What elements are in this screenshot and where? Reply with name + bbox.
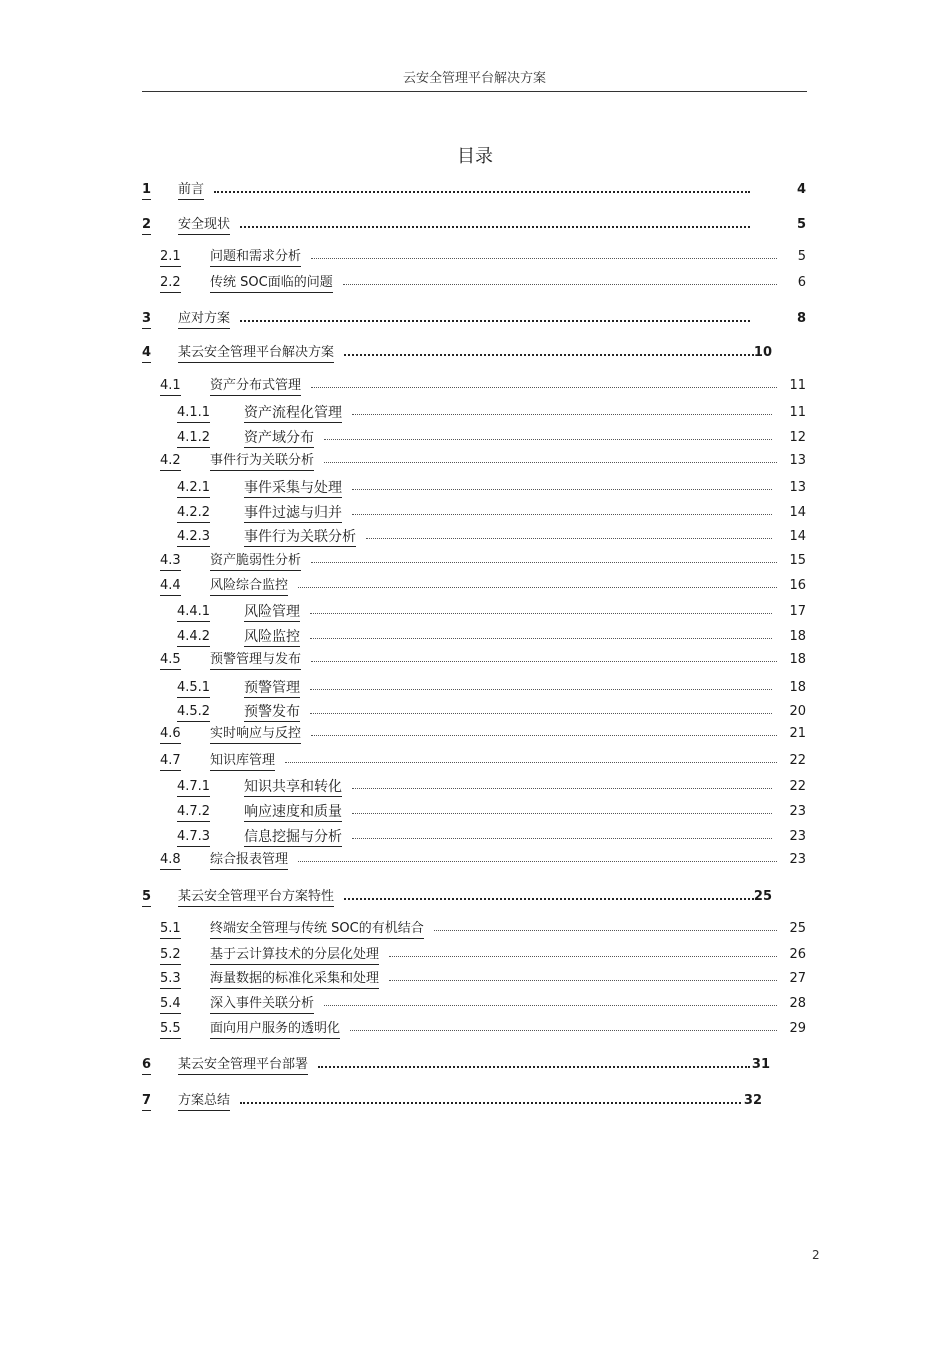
toc-entry-label: 终端安全管理与传统 SOC的有机结合: [210, 921, 424, 939]
toc-entry-number: 4.2.1: [177, 480, 210, 498]
toc-entry-label: 响应速度和质量: [244, 804, 342, 820]
toc-entry[interactable]: [0, 947, 950, 965]
toc-entry[interactable]: [0, 652, 950, 670]
toc-entry[interactable]: [0, 753, 950, 771]
toc-entry-label: 事件过滤与归并: [244, 505, 342, 521]
header-divider: [142, 91, 807, 92]
toc-entry-label: 传统 SOC面临的问题: [210, 275, 333, 293]
toc-entry-label: 资产分布式管理: [210, 378, 301, 396]
toc-leader-dots: [324, 439, 772, 440]
toc-leader-dots: [240, 1102, 741, 1104]
toc-entry-label: 事件行为关联分析: [210, 453, 314, 471]
toc-entry-label: 事件行为关联分析: [244, 529, 356, 545]
toc-entry[interactable]: [0, 852, 950, 870]
toc-entry-label: 安全现状: [178, 217, 230, 235]
toc-entry-page: 5: [796, 217, 806, 232]
toc-leader-dots: [389, 956, 777, 957]
toc-entry-number: 4.4: [160, 578, 181, 596]
toc-title: 目录: [457, 146, 493, 167]
toc-entry-page: 17: [789, 604, 806, 619]
toc-entry-number: 4.5: [160, 652, 181, 670]
toc-entry-number: 6: [142, 1057, 151, 1075]
toc-entry[interactable]: [0, 505, 950, 523]
toc-entry-page: 14: [789, 529, 806, 544]
toc-entry[interactable]: [0, 182, 950, 200]
toc-entry-label: 资产脆弱性分析: [210, 553, 301, 571]
toc-entry-number: 2: [142, 217, 151, 235]
running-header: 云安全管理平台解决方案: [402, 71, 546, 86]
toc-entry[interactable]: [0, 378, 950, 396]
toc-entry-number: 4.3: [160, 553, 181, 571]
toc-leader-dots: [352, 813, 772, 814]
toc-entry-label: 深入事件关联分析: [210, 996, 314, 1014]
toc-leader-dots: [344, 898, 754, 900]
toc-entry-number: 4.4.1: [177, 604, 210, 622]
toc-leader-dots: [434, 930, 777, 931]
toc-entry-number: 4.5.1: [177, 680, 210, 698]
toc-entry-page: 23: [789, 804, 806, 819]
toc-leader-dots: [298, 587, 777, 588]
toc-leader-dots: [366, 538, 772, 539]
toc-leader-dots: [311, 735, 777, 736]
toc-entry[interactable]: [0, 996, 950, 1014]
toc-entry[interactable]: [0, 1021, 950, 1039]
toc-entry-page: 13: [789, 480, 806, 495]
toc-entry-number: 4.6: [160, 726, 181, 744]
toc-leader-dots: [344, 354, 754, 356]
toc-entry-page: 27: [789, 971, 806, 986]
toc-entry-page: 23: [789, 829, 806, 844]
toc-entry-number: 5.3: [160, 971, 181, 989]
toc-leader-dots: [318, 1066, 750, 1068]
toc-entry-page: 11: [789, 378, 806, 393]
toc-entry-number: 4.7.2: [177, 804, 210, 822]
toc-entry-page: 21: [789, 726, 806, 741]
toc-entry-number: 5: [142, 889, 151, 907]
toc-entry-page: 23: [789, 852, 806, 867]
toc-entry-page: 29: [789, 1021, 806, 1036]
toc-leader-dots: [310, 638, 772, 639]
toc-leader-dots: [310, 713, 772, 714]
toc-entry-page: 11: [789, 405, 806, 420]
toc-entry-label: 某云安全管理平台方案特性: [178, 889, 334, 907]
toc-entry-page: 13: [789, 453, 806, 468]
toc-leader-dots: [350, 1030, 777, 1031]
toc-entry-label: 信息挖掘与分析: [244, 829, 342, 845]
toc-leader-dots: [311, 258, 777, 259]
toc-leader-dots: [311, 387, 777, 388]
toc-entry[interactable]: [0, 480, 950, 498]
toc-entry-page: 15: [789, 553, 806, 568]
toc-entry-number: 4.2.2: [177, 505, 210, 523]
toc-entry-number: 4.2: [160, 453, 181, 471]
toc-entry-page: 18: [789, 652, 806, 667]
toc-leader-dots: [324, 462, 777, 463]
toc-entry-number: 4.7.3: [177, 829, 210, 847]
toc-entry-number: 2.1: [160, 249, 181, 267]
toc-entry-number: 5.1: [160, 921, 181, 939]
toc-entry-number: 4.1: [160, 378, 181, 396]
toc-entry-label: 综合报表管理: [210, 852, 288, 870]
toc-entry-number: 5.4: [160, 996, 181, 1014]
toc-entry[interactable]: [0, 453, 950, 471]
toc-entry[interactable]: [0, 726, 950, 744]
toc-entry-number: 4.1.1: [177, 405, 210, 423]
toc-entry-label: 前言: [178, 182, 204, 200]
toc-leader-dots: [240, 320, 750, 322]
toc-leader-dots: [310, 613, 772, 614]
toc-entry-page: 31: [751, 1057, 770, 1072]
toc-entry-label: 资产流程化管理: [244, 405, 342, 421]
toc-entry-label: 事件采集与处理: [244, 480, 342, 496]
toc-entry[interactable]: [0, 779, 950, 797]
toc-entry-label: 某云安全管理平台部署: [178, 1057, 308, 1075]
toc-entry-label: 知识共享和转化: [244, 779, 342, 795]
toc-entry-page: 16: [789, 578, 806, 593]
toc-entry[interactable]: [0, 553, 950, 571]
toc-entry[interactable]: [0, 1093, 950, 1111]
toc-entry-page: 12: [789, 430, 806, 445]
toc-leader-dots: [240, 226, 750, 228]
toc-entry[interactable]: [0, 971, 950, 989]
toc-entry-number: 4.7: [160, 753, 181, 771]
toc-entry-number: 7: [142, 1093, 151, 1111]
toc-entry-number: 4.1.2: [177, 430, 210, 448]
toc-entry-page: 18: [789, 629, 806, 644]
toc-entry-number: 3: [142, 311, 151, 329]
page-number: 2: [812, 1248, 820, 1262]
toc-entry-page: 22: [789, 753, 806, 768]
toc-entry[interactable]: [0, 249, 950, 267]
toc-entry-number: 4: [142, 345, 151, 363]
toc-entry-number: 1: [142, 182, 151, 200]
toc-entry-label: 知识库管理: [210, 753, 275, 771]
toc-entry-number: 4.5.2: [177, 704, 210, 722]
toc-leader-dots: [285, 762, 777, 763]
toc-entry-label: 某云安全管理平台解决方案: [178, 345, 334, 363]
toc-entry[interactable]: [0, 430, 950, 448]
toc-leader-dots: [389, 980, 777, 981]
toc-leader-dots: [298, 861, 777, 862]
toc-entry[interactable]: [0, 275, 950, 293]
toc-entry-page: 6: [797, 275, 806, 290]
toc-entry-label: 资产域分布: [244, 430, 314, 446]
toc-leader-dots: [352, 838, 772, 839]
toc-entry[interactable]: [0, 604, 950, 622]
toc-entry-label: 问题和需求分析: [210, 249, 301, 267]
toc-entry-label: 预警发布: [244, 704, 300, 720]
toc-leader-dots: [352, 788, 772, 789]
toc-entry-page: 4: [796, 182, 806, 197]
toc-entry-label: 基于云计算技术的分层化处理: [210, 947, 379, 965]
toc-entry[interactable]: [0, 311, 950, 329]
toc-entry[interactable]: [0, 889, 950, 907]
toc-entry-page: 10: [753, 345, 772, 360]
toc-entry-label: 实时响应与反控: [210, 726, 301, 744]
toc-entry-number: 2.2: [160, 275, 181, 293]
toc-entry-page: 26: [789, 947, 806, 962]
toc-entry[interactable]: [0, 529, 950, 547]
toc-entry-label: 风险综合监控: [210, 578, 288, 596]
toc-entry-number: 4.4.2: [177, 629, 210, 647]
toc-entry-page: 5: [797, 249, 806, 264]
toc-entry-page: 32: [743, 1093, 762, 1108]
toc-entry-number: 4.2.3: [177, 529, 210, 547]
toc-entry-number: 4.8: [160, 852, 181, 870]
toc-entry-label: 风险监控: [244, 629, 300, 645]
toc-entry[interactable]: [0, 680, 950, 698]
toc-leader-dots: [310, 689, 772, 690]
toc-entry[interactable]: [0, 1057, 950, 1075]
toc-entry[interactable]: [0, 829, 950, 847]
toc-entry-page: 20: [789, 704, 806, 719]
toc-leader-dots: [311, 562, 777, 563]
toc-entry[interactable]: [0, 921, 950, 939]
toc-entry[interactable]: [0, 405, 950, 423]
toc-entry-label: 海量数据的标准化采集和处理: [210, 971, 379, 989]
toc-entry-page: 18: [789, 680, 806, 695]
toc-entry[interactable]: [0, 578, 950, 596]
toc-entry-label: 预警管理与发布: [210, 652, 301, 670]
toc-entry-page: 22: [789, 779, 806, 794]
toc-leader-dots: [311, 661, 777, 662]
toc-entry-label: 方案总结: [178, 1093, 230, 1111]
toc-entry-label: 应对方案: [178, 311, 230, 329]
toc-entry-page: 25: [753, 889, 772, 904]
toc-entry-label: 预警管理: [244, 680, 300, 696]
toc-entry[interactable]: [0, 629, 950, 647]
toc-entry-number: 4.7.1: [177, 779, 210, 797]
toc-entry-page: 25: [789, 921, 806, 936]
toc-entry-number: 5.5: [160, 1021, 181, 1039]
toc-entry[interactable]: [0, 704, 950, 722]
toc-entry[interactable]: [0, 217, 950, 235]
toc-entry-page: 8: [796, 311, 806, 326]
toc-leader-dots: [352, 514, 772, 515]
toc-leader-dots: [352, 489, 772, 490]
toc-entry-page: 14: [789, 505, 806, 520]
toc-entry[interactable]: [0, 804, 950, 822]
toc-leader-dots: [324, 1005, 777, 1006]
toc-entry-label: 面向用户服务的透明化: [210, 1021, 340, 1039]
toc-leader-dots: [352, 414, 772, 415]
toc-leader-dots: [214, 191, 750, 193]
toc-leader-dots: [343, 284, 777, 285]
toc-entry[interactable]: [0, 345, 950, 363]
toc-entry-number: 5.2: [160, 947, 181, 965]
toc-entry-label: 风险管理: [244, 604, 300, 620]
toc-entry-page: 28: [789, 996, 806, 1011]
